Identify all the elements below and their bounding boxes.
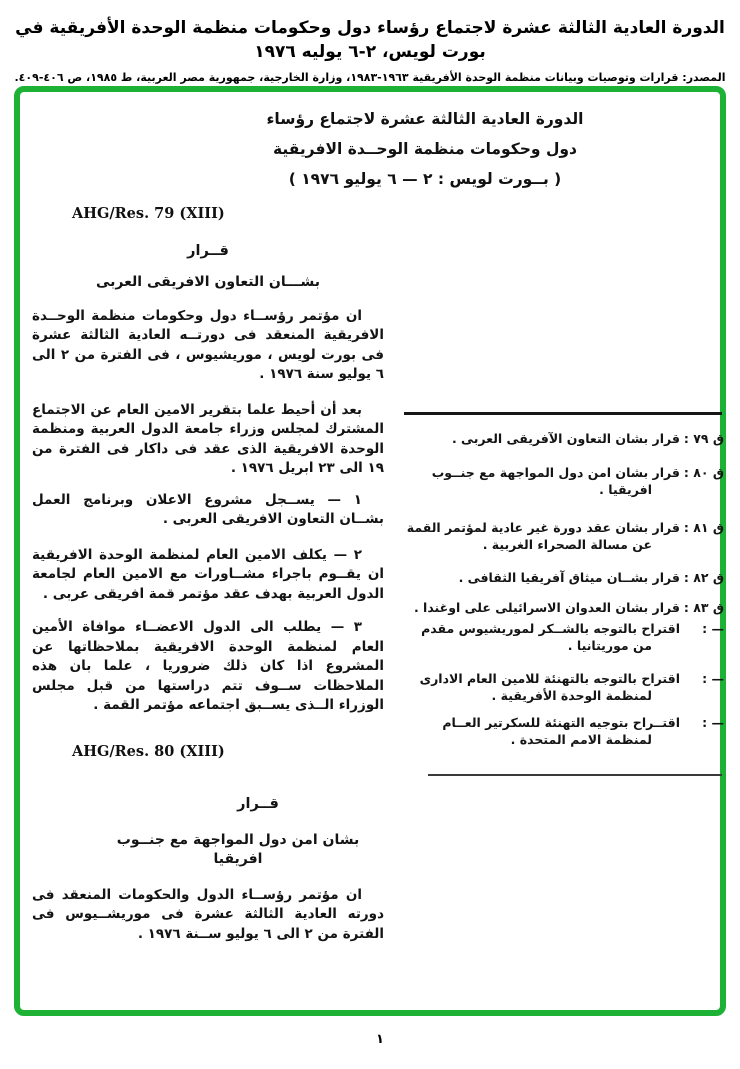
index-item-text: قرار بشان التعاون الآفريقى العربى .: [451, 431, 680, 446]
index-item-marker: — :: [702, 671, 724, 686]
index-item-res-81: [398, 519, 724, 553]
index-item-text: قرار بشــان ميثاق آفريقيا الثقافى .: [458, 570, 680, 585]
resolution-79-reference: AHG/Res. 79 (XIII): [72, 205, 225, 222]
document-title-line-3: ( بــورت لويس : ٢ — ٦ يوليو ١٩٧٦ ): [288, 170, 562, 188]
resolution-79-paragraph: بعد أن أحيط علما بتقرير الامين العام عن الاجتماع المشترك لمجلس وزراء جامعة الدول العربية ومنظمة الوحدة الافريقية الذى عقد فى داكار فى الفترة من ١٩ الى ٢٣ ابريل ١٩٧٦ .: [32, 401, 384, 476]
index-item-marker: — :: [702, 715, 724, 730]
index-item-text: قرار بشان امن دول المواجهة مع جنــوب افريقيا .: [431, 465, 680, 497]
resolution-80-heading: قــرار: [237, 796, 279, 812]
index-item-marker: ق ٧٩ :: [683, 431, 724, 446]
resolution-79-operative-3: ٣ — يطلب الى الدول الاعضــاء موافاة الأمين العام لمنظمة الوحدة الافريقية بملاحظاتها عن المشروع اذا كان ذلك ضروريا ، علما بان هذه الملاحظات ســوف تتم دراستها من قبل مجلس الوزراء الــذى يســبق اجتماعه مؤتمر القمة .: [32, 619, 384, 713]
document-title-line-2: دول وحكومات منظمة الوحــدة الافريقية: [272, 140, 578, 158]
index-item-res-79: [398, 430, 724, 447]
index-top-rule: [404, 412, 722, 415]
index-bottom-rule: [428, 774, 722, 776]
resolutions-index-column: [398, 412, 724, 776]
index-item-marker: ق ٨٠ :: [683, 465, 724, 480]
index-item-marker: ق ٨١ :: [683, 520, 724, 535]
resolution-80-paragraph: ان مؤتمر رؤســاء الدول والحكومات المنعقد فى دورته العادية الثالثة عشرة فى موريشــيوس فى الفترة من ٢ الى ٦ يوليو ســنة ١٩٧٦ .: [32, 886, 384, 942]
index-item-proposal-1: [398, 620, 724, 654]
index-item-res-83: [398, 599, 724, 616]
resolution-79-heading: قــرار: [187, 242, 229, 259]
document-title: [20, 104, 720, 194]
resolution-79-paragraph: ان مؤتمر رؤســاء دول وحكومات منظمة الوحــدة الافريقية المنعقد فى دورتــه العادية الثالثة عشرة فى بورت لويس ، موريشيوس ، فى الفترة من ٢ الى ٦ يوليو سنة ١٩٧٦ .: [32, 307, 384, 382]
resolution-80-subject: بشان امن دول المواجهة مع جنــوب افريقيا: [116, 831, 360, 867]
index-item-text: قرار بشان عقد دورة غير عادية لمؤتمر القمة عن مسالة الصحراء الغربية .: [406, 520, 680, 552]
document-frame: [14, 86, 726, 1016]
document-title-line-1: الدورة العادية الثالثة عشرة لاجتماع رؤساء: [266, 110, 584, 128]
index-item-marker: — :: [702, 621, 724, 636]
resolution-79-subject: بشـــان التعاون الافريقى العربى: [96, 274, 320, 290]
index-item-marker: ق ٨٣ :: [683, 600, 724, 615]
index-item-text: اقتــراح بتوجيه التهنئة للسكرتير العــام لمنظمة الامم المتحدة .: [442, 715, 680, 747]
page-number: ١: [376, 1032, 384, 1047]
header-session-title: الدورة العادية الثالثة عشرة لاجتماع رؤساء دول وحكومات منظمة الوحدة الأفريقية في بورت لويس، ٢-٦ يوليه ١٩٧٦: [15, 18, 725, 62]
index-item-proposal-3: [398, 714, 724, 748]
index-item-text: اقتراح بالتوجه بالتهنئة للامين العام الادارى لمنظمة الوحدة الأفريقية .: [419, 671, 680, 703]
index-item-marker: ق ٨٢ :: [683, 570, 724, 585]
resolution-80-reference: AHG/Res. 80 (XIII): [72, 742, 225, 760]
index-item-res-80: [398, 464, 724, 498]
resolution-79-operative-2: ٢ — يكلف الامين العام لمنظمة الوحدة الافريقية ان يقــوم باجراء مشــاورات مع الامين العام لجامعة الدول العربية بهدف عقد مؤتمر قمة افريقى عربى .: [32, 546, 384, 602]
page-header: [0, 16, 740, 86]
resolution-body-column: [32, 204, 384, 944]
index-item-proposal-2: [398, 670, 724, 704]
header-source-line: المصدر: قرارات وتوصيات وبيانات منظمة الوحدة الأفريقية ١٩٦٣-١٩٨٣، وزارة الخارجية، جمهورية مصر العربية، ط ١٩٨٥، ص ٤٠٦-٤٠٩.: [14, 71, 726, 84]
index-item-text: قرار بشان العدوان الاسرائيلى على اوغندا .: [413, 600, 680, 615]
index-item-res-82: [398, 569, 724, 586]
resolution-79-operative-1: ١ — يســجل مشروع الاعلان وبرنامج العمل بشــان التعاون الافريقى العربى .: [32, 491, 384, 527]
index-item-text: اقتراح بالتوجه بالشــكر لموريشيوس مقدم من موريتانيا .: [421, 621, 680, 653]
